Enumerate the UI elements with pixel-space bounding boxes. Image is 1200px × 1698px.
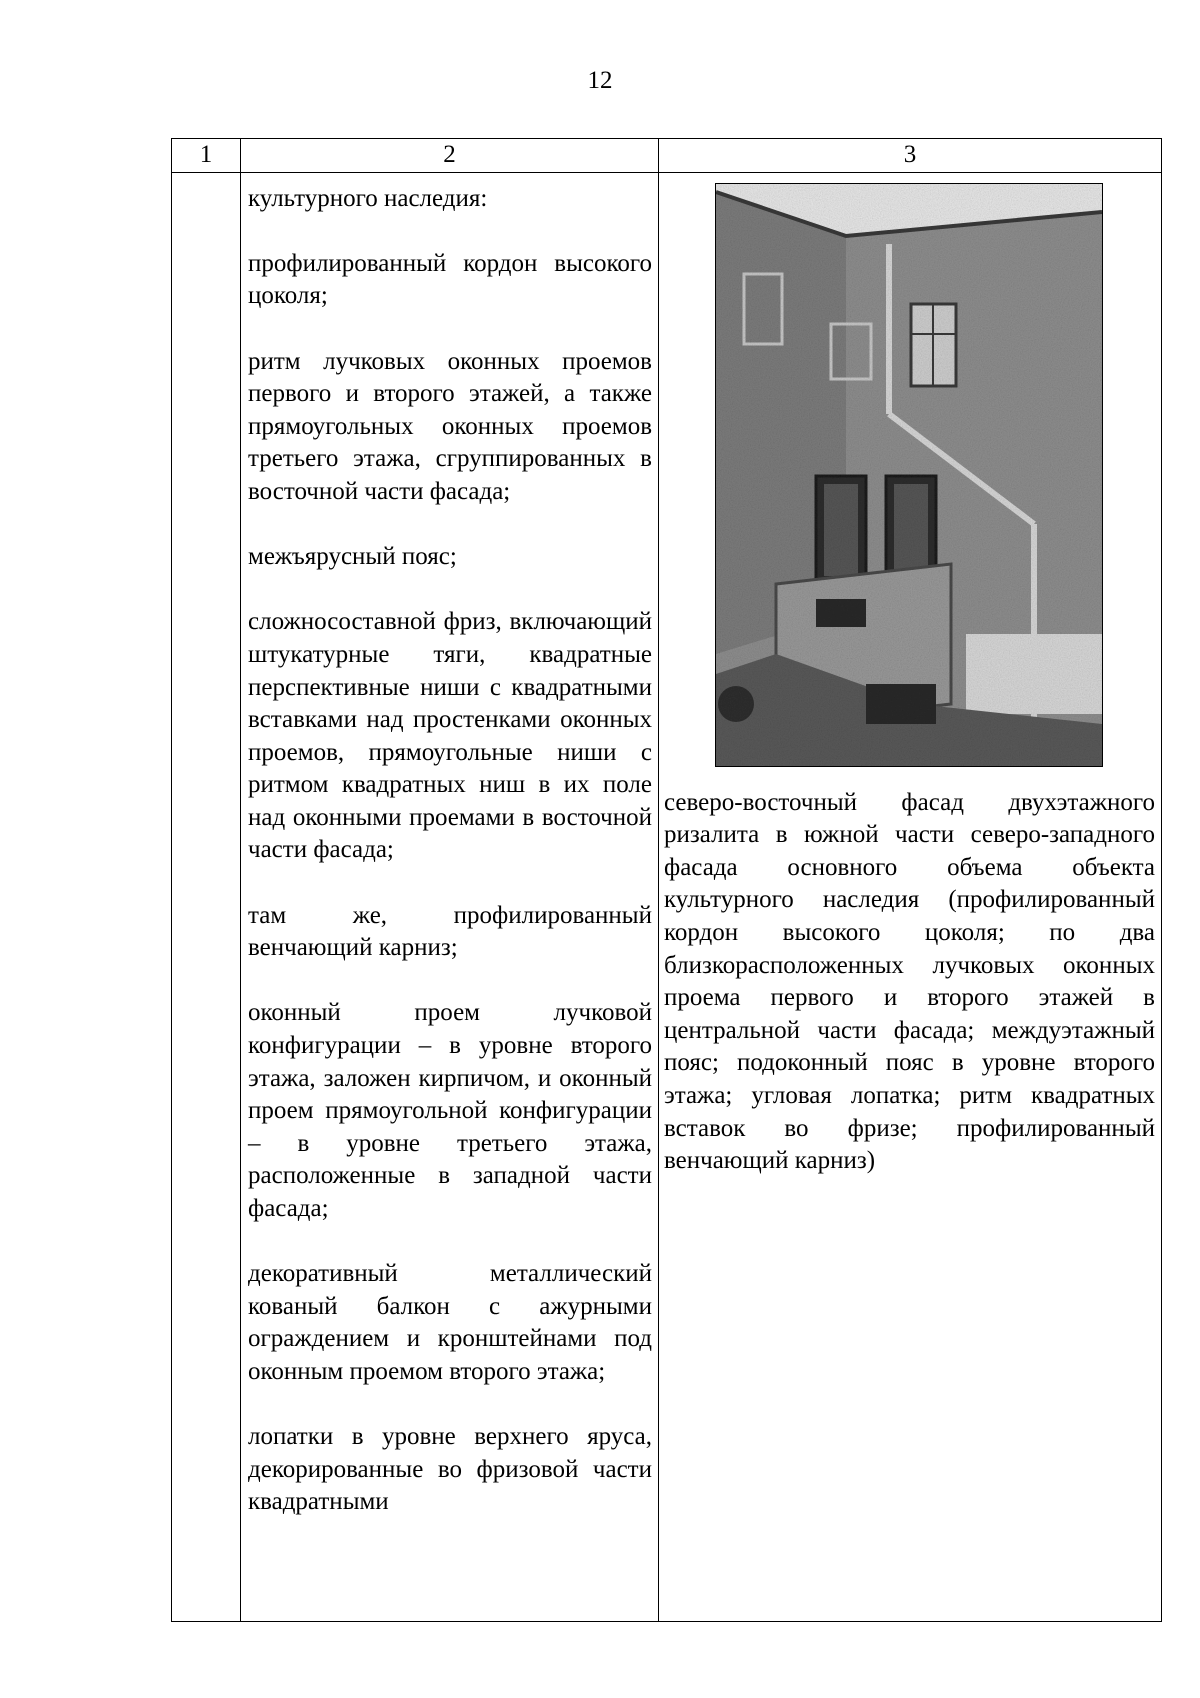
- list-item: профилированный кордон высокого цоколя;: [248, 249, 652, 310]
- header-col-2: 2: [241, 139, 659, 173]
- list-item: декоративный металлический кованый балкон с ажурными ограждением и кронштейнами под оконным проемом второго этажа;: [248, 1260, 652, 1385]
- table-row: [172, 172, 1162, 1621]
- page-number: 12: [587, 67, 613, 94]
- cell-col-3: [659, 172, 1162, 1621]
- list-item: межъярусный пояс;: [248, 543, 457, 571]
- header-col-3: 3: [659, 139, 1162, 173]
- list-item: ритм лучковых оконных проемов первого и второго этажей, а также прямоугольных оконных проемов третьего этажа, сгруппированных в восточной части фасада;: [248, 347, 652, 505]
- facade-photo: [715, 183, 1103, 767]
- cell-col-2: [241, 172, 659, 1621]
- list-item: сложносоставной фриз, включающий штукатурные тяги, квадратные перспективные ниши с квадратными вставками над простенками оконных проемов, прямоугольные ниши с ритмом квадратных ниш в их поле над оконными проемами в восточной части фасада;: [248, 608, 652, 864]
- table-header-row: [172, 139, 1162, 173]
- photo-caption: северо-восточный фасад двухэтажного ризалита в южной части северо-западного фасада основного объема объекта культурного наследия (профилированный кордон высокого цоколя; по два близкорасположенных лучковых оконных проема первого и второго этажей в центральной части фасада; междуэтажный пояс; подоконный пояс в уровне второго этажа; угловая лопатка; ритм квадратных вставок во фризе; профилированный венчающий карниз): [664, 788, 1155, 1175]
- photo-container: [659, 173, 1161, 767]
- cell-col-1: [172, 172, 241, 1621]
- list-item: оконный проем лучковой конфигурации – в уровне второго этажа, заложен кирпичом, и оконный проем прямоугольной конфигурации – в уровне третьего этажа, расположенные в западной части фасада;: [248, 999, 652, 1222]
- protected-elements-list: [241, 173, 658, 1519]
- list-item: культурного наследия:: [248, 184, 488, 212]
- list-item: там же, профилированный венчающий карниз;: [248, 901, 652, 962]
- header-col-1: 1: [172, 139, 241, 173]
- document-table: [171, 138, 1162, 1622]
- list-item: лопатки в уровне верхнего яруса, декорированные во фризовой части квадратными: [248, 1423, 652, 1516]
